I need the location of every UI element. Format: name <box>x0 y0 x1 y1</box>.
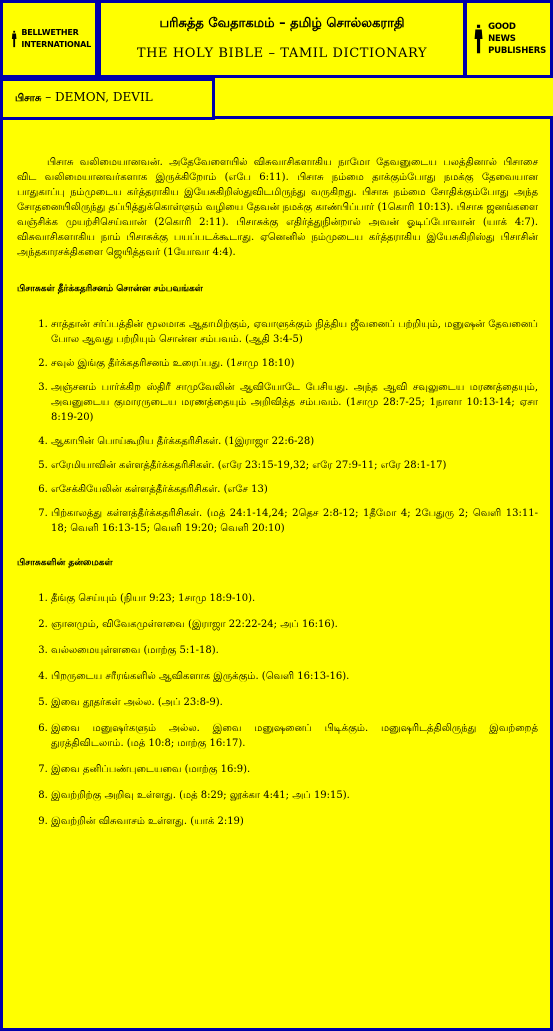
term-english: – DEMON, DEVIL <box>45 90 153 104</box>
list-item: 7. இவை தனிப்பண்புடையவை (மாற்கு 16:9). <box>51 762 538 777</box>
title-box <box>98 0 466 78</box>
figure-icon <box>473 19 484 59</box>
bellwether-logo <box>11 13 91 65</box>
list-item: 8. இவற்றிற்கு அறிவு உள்ளது. (மத் 8:29; லூக்கா 4:41; அப் 19:15). <box>51 788 538 803</box>
entry-content <box>17 155 538 829</box>
list-item: 9. இவற்றின் விசுவாசம் உள்ளது. (யாக் 2:19) <box>51 814 538 829</box>
bellwether-logo-box <box>0 0 98 78</box>
list-item: 2. ஞானமும், விவேகமுள்ளவை (இராஜா 22:22-24; அப் 16:16). <box>51 617 538 632</box>
figure-icon <box>11 19 17 59</box>
characteristics-list <box>17 591 538 829</box>
list-item: 5. எரேமியாவின் கள்ளத்தீர்க்கதரிசிகள். (எரே 23:15-19,32; எரே 27:9-11; எரே 28:1-17) <box>51 458 538 473</box>
section-title-prophecies: பிசாசுகள் தீர்க்கதரிசனம் சொன்ன சம்பவங்கள் <box>17 284 203 294</box>
list-item: 1. தீங்கு செய்யும் (நியா 9:23; 1சாமு 18:9-10). <box>51 591 538 606</box>
entry-heading-box <box>0 78 215 120</box>
logo-left-line1: BELLWETHER <box>21 28 79 37</box>
list-item: 3. அஞ்சனம் பார்க்கிற ஸ்திரீ சாமுவேலின் ஆவியோடே பேசியது. அந்த ஆவி சவுலுடைய மரணத்தையும், அவனுடைய குமாரருடைய மரணத்தையும் அறிவித்த சம்பவம். (1சாமு 28:7-25; 1நாளா 10:13-14; ஏசா 8:19-20) <box>51 380 538 425</box>
title-english: THE HOLY BIBLE – TAMIL DICTIONARY <box>136 46 428 61</box>
list-item: 4. பிறருடைய சரீரங்களில் ஆவிகளாக இருக்கும். (வெளி 16:13-16). <box>51 669 538 684</box>
main-content-box <box>0 116 553 1031</box>
list-item: 5. இவை தூதர்கள் அல்ல. (அப் 23:8-9). <box>51 695 538 710</box>
list-item: 6. இவை மனுஷர்களும் அல்ல. இவை மனுஷனைப் பிடிக்கும். மனுஷரிடத்திலிருந்து இவற்றைத் துரத்திவிடலாம். (மத் 10:8; மாற்கு 16:17). <box>51 721 538 751</box>
list-item: 6. எசேக்கியேலின் கள்ளத்தீர்க்கதரிசிகள். (எசே 13) <box>51 482 538 497</box>
list-item: 2. சவுல் இங்கு தீர்க்கதரிசனம் உரைப்பது. (1சாமு 18:10) <box>51 356 538 371</box>
list-item: 4. ஆகாபின் பொய்கூறிய தீர்க்கதரிசிகள். (1இராஜா 22:6-28) <box>51 434 538 449</box>
prophecy-list <box>17 317 538 536</box>
logo-right-line2: PUBLISHERS <box>488 46 546 56</box>
logo-left-line2: INTERNATIONAL <box>21 40 91 49</box>
term-tamil: பிசாசு <box>15 93 42 104</box>
list-item: 1. சாத்தான் சர்ப்பத்தின் மூலமாக ஆதாமிற்கும், ஏவாளுக்கும் நித்திய ஜீவனைப் பற்றியும், மனுஷன் தேவனைப் போல ஆவது பற்றியும் சொன்ன சம்பவம். (ஆதி 3:4-5) <box>51 317 538 347</box>
entry-heading <box>15 90 153 105</box>
good-news-logo <box>473 13 546 65</box>
section-title-characteristics: பிசாசுகளின் தன்மைகள் <box>17 558 113 568</box>
definition-paragraph: பிசாசு வலிமையானவன். அதேவேளையில் விசுவாசிகளாகிய நாமோ தேவனுடைய பலத்தினால் பிசாசை விட வலிமையானவர்களாக இருக்கிறோம் (எபே 6:11). பிசாசு நம்மை தாக்கும்போது நமக்கு தேவையான பாதுகாப்பு நம்முடைய கர்த்தராகிய இயேசுகிறிஸ்துவிடமிருந்து வருகிறது. பிசாசு நம்மை சோதிக்கும்போது அந்த சோதனையிலிருந்து தப்பித்துக்கொள்ளும் வழியை தேவன் நமக்கு காண்பிப்பார் (1கொரி 10:13). பிசாசு ஜனங்களை வஞ்சிக்க முயற்சிசெய்வான் (2கொரி 2:11). பிசாசுக்கு எதிர்த்துநின்றால் அவன் ஓடிப்போவான் (யாக் 4:7). விசுவாசிகளாகிய நாம் பிசாசுக்கு பயப்படக்கூடாது. ஏனெனில் நம்முடைய கர்த்தராகிய இயேசுகிறிஸ்து பிசாசின் அந்தகாரசக்திகளை ஜெயித்தவர் (1யோவா 4:4). <box>17 157 538 258</box>
good-news-logo-box <box>464 0 553 78</box>
title-tamil: பரிசுத்த வேதாகமம் – தமிழ் சொல்லகராதி <box>159 16 405 31</box>
logo-right-line1: GOOD NEWS <box>488 22 516 44</box>
list-item: 3. வல்லமையுள்ளவை (மாற்கு 5:1-18). <box>51 643 538 658</box>
list-item: 7. பிற்காலத்து கள்ளத்தீர்க்கதரிசிகள். (மத் 24:1-14,24; 2தெச 2:8-12; 1தீமோ 4; 2பேதுரு 2; வெளி 13:11-18; வெளி 16:13-15; வெளி 19:20; வெளி 20:10) <box>51 506 538 536</box>
